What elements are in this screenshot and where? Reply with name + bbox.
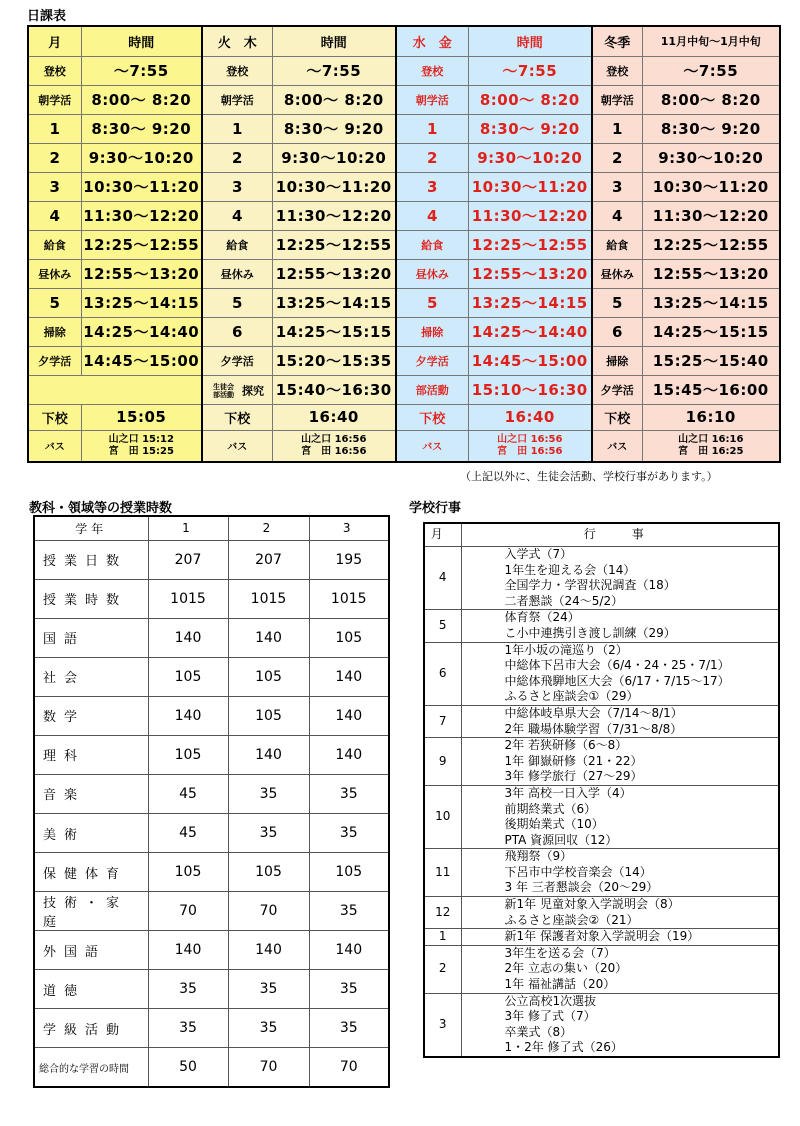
club-label-winter: 夕学活	[592, 375, 642, 404]
hours-value: 140	[309, 735, 389, 774]
hours-value: 35	[148, 970, 228, 1009]
event-item: 中総体飛騨地区大会（6/17・7/15～17）	[504, 673, 730, 688]
event-item: 二者懇談（24～5/2）	[504, 593, 624, 608]
period-label: 2	[202, 143, 272, 172]
event-item: 1年小坂の滝巡り（2）	[504, 642, 628, 657]
schedule-row	[28, 346, 780, 375]
period-label: 1	[396, 114, 468, 143]
event-item: 飛翔祭（9）	[504, 849, 573, 864]
period-label: 3	[202, 172, 272, 201]
hours-row	[34, 1048, 389, 1087]
period-time: 12:55～13:20	[81, 259, 202, 288]
period-time: 14:45～15:00	[468, 346, 592, 375]
event-list	[461, 642, 779, 705]
hours-value: 1015	[309, 579, 389, 618]
bus-times-wed-fri	[468, 430, 592, 462]
period-label: 掃除	[396, 317, 468, 346]
hours-header-cell: 学年	[34, 516, 148, 540]
hours-header-cell: 1	[148, 516, 228, 540]
period-label: 給食	[592, 230, 642, 259]
header-day-wed-fri: 水 金	[396, 26, 468, 56]
hours-value: 105	[228, 853, 309, 892]
subject-name: 外国語	[34, 931, 148, 970]
subject-name: 国語	[34, 618, 148, 657]
period-label: 登校	[28, 56, 81, 85]
leave-time-mon: 15:05	[81, 404, 202, 430]
period-label: 3	[592, 172, 642, 201]
bus-label: バス	[592, 430, 642, 462]
period-label: 1	[592, 114, 642, 143]
bus-yamanokuchi: 山之口 16:56	[301, 433, 367, 445]
period-label: 夕学活	[396, 346, 468, 375]
period-time: 8:30～ 9:20	[81, 114, 202, 143]
period-label: 4	[396, 201, 468, 230]
event-month: 9	[424, 738, 461, 786]
events-row	[424, 738, 779, 786]
hours-value: 45	[148, 774, 228, 813]
bus-label: バス	[396, 430, 468, 462]
period-label: 5	[202, 288, 272, 317]
hours-value: 35	[228, 813, 309, 852]
period-time: 10:30～11:20	[642, 172, 780, 201]
event-month: 11	[424, 849, 461, 897]
events-row	[424, 897, 779, 929]
event-item: ふるさと座談会②（21）	[504, 912, 639, 927]
period-label: 2	[396, 143, 468, 172]
events-row	[424, 547, 779, 610]
event-month: 3	[424, 993, 461, 1057]
period-time: 13:25～14:15	[81, 288, 202, 317]
leave-time-tue-thu: 16:40	[272, 404, 396, 430]
hours-value: 207	[148, 540, 228, 579]
hours-value: 140	[309, 931, 389, 970]
event-item: 1年 福祉講話（20）	[504, 977, 616, 992]
hours-value: 140	[309, 657, 389, 696]
hours-row	[34, 813, 389, 852]
subject-name: 社会	[34, 657, 148, 696]
hours-header-cell: 3	[309, 516, 389, 540]
period-label: 登校	[592, 56, 642, 85]
hours-row	[34, 892, 389, 931]
schedule-row	[28, 230, 780, 259]
hours-row	[34, 853, 389, 892]
event-item: 1年 御嶽研修（21・22）	[504, 753, 643, 768]
hours-value: 1015	[148, 579, 228, 618]
club-time-winter: 15:45～16:00	[642, 375, 780, 404]
hours-value: 105	[148, 853, 228, 892]
event-item: 3年 修了式（7）	[504, 1009, 596, 1024]
period-label: 給食	[202, 230, 272, 259]
period-label: 2	[592, 143, 642, 172]
hours-value: 45	[148, 813, 228, 852]
event-month: 4	[424, 547, 461, 610]
hours-row	[34, 579, 389, 618]
period-label: 5	[396, 288, 468, 317]
period-label: 給食	[28, 230, 81, 259]
subject-name: 理科	[34, 735, 148, 774]
hours-value: 105	[309, 618, 389, 657]
period-label: 給食	[396, 230, 468, 259]
period-time: 10:30～11:20	[272, 172, 396, 201]
hours-value: 70	[309, 1048, 389, 1087]
period-time: 15:20～15:35	[272, 346, 396, 375]
hours-value: 35	[228, 1009, 309, 1048]
hours-row	[34, 1009, 389, 1048]
event-item: 3年生を送る会（7）	[504, 945, 616, 960]
period-time: 9:30～10:20	[642, 143, 780, 172]
event-item: 後期始業式（10）	[504, 817, 604, 832]
bus-miyata: 宮 田 16:25	[678, 445, 744, 457]
period-time: 12:55～13:20	[272, 259, 396, 288]
schedule-row	[28, 172, 780, 201]
club-cell-mon	[28, 375, 202, 404]
events-header-row	[424, 523, 779, 547]
period-label: 朝学活	[592, 85, 642, 114]
period-label: 朝学活	[28, 85, 81, 114]
period-time: 8:30～ 9:20	[272, 114, 396, 143]
period-label: 6	[202, 317, 272, 346]
events-header-cell: 月	[424, 523, 461, 547]
hours-value: 207	[228, 540, 309, 579]
schedule-title: 日課表	[27, 9, 67, 24]
bus-times-winter	[642, 430, 780, 462]
leave-time-wed-fri: 16:40	[468, 404, 592, 430]
events-row	[424, 610, 779, 642]
period-label: 4	[592, 201, 642, 230]
events-title: 学校行事	[409, 501, 462, 516]
event-list	[461, 705, 779, 737]
period-label: 2	[28, 143, 81, 172]
student-council-club-label: 生徒会部活動	[212, 382, 234, 399]
period-time: 8:30～ 9:20	[468, 114, 592, 143]
hours-value: 140	[148, 931, 228, 970]
period-time: 10:30～11:20	[81, 172, 202, 201]
event-item: 中総体岐阜県大会（7/14～8/1）	[504, 705, 683, 720]
period-time: 14:25～14:40	[81, 317, 202, 346]
period-label: 5	[592, 288, 642, 317]
period-time: 9:30～10:20	[272, 143, 396, 172]
event-item: ふるさと座談会①（29）	[504, 689, 639, 704]
subject-name: 数学	[34, 696, 148, 735]
hours-value: 35	[309, 970, 389, 1009]
daily-schedule-table	[27, 25, 781, 463]
leave-label: 下校	[202, 404, 272, 430]
hours-value: 70	[228, 892, 309, 931]
event-month: 7	[424, 705, 461, 737]
hours-value: 50	[148, 1048, 228, 1087]
subject-name: 美術	[34, 813, 148, 852]
events-row	[424, 642, 779, 705]
event-item: 2年 職場体験学習（7/31～8/8）	[504, 721, 683, 736]
events-row	[424, 993, 779, 1057]
event-month: 1	[424, 929, 461, 946]
period-time: 12:25～12:55	[468, 230, 592, 259]
hours-value: 140	[148, 696, 228, 735]
event-item: 卒業式（8）	[504, 1024, 573, 1039]
hours-title: 教科・領域等の授業時数	[29, 501, 173, 516]
period-label: 夕学活	[202, 346, 272, 375]
leave-label: 下校	[28, 404, 81, 430]
hours-row	[34, 735, 389, 774]
period-label: 登校	[202, 56, 272, 85]
period-time: ～7:55	[272, 56, 396, 85]
event-month: 10	[424, 785, 461, 848]
events-row	[424, 929, 779, 946]
period-time: 8:30～ 9:20	[642, 114, 780, 143]
event-list	[461, 610, 779, 642]
event-list	[461, 849, 779, 897]
hours-value: 105	[228, 657, 309, 696]
schedule-row	[28, 85, 780, 114]
hours-value: 140	[228, 931, 309, 970]
schedule-row	[28, 317, 780, 346]
hours-row	[34, 657, 389, 696]
header-winter: 冬季	[592, 26, 642, 56]
bus-yamanokuchi: 山之口 16:56	[497, 433, 563, 445]
hours-value: 105	[228, 696, 309, 735]
period-time: ～7:55	[81, 56, 202, 85]
period-time: ～7:55	[642, 56, 780, 85]
leave-label: 下校	[592, 404, 642, 430]
hours-row	[34, 970, 389, 1009]
period-time: 8:00～ 8:20	[468, 85, 592, 114]
event-item: 2年 立志の集い（20）	[504, 961, 628, 976]
header-time: 時間	[468, 26, 592, 56]
period-label: 朝学活	[396, 85, 468, 114]
events-header-cell: 行 事	[461, 523, 779, 547]
events-row	[424, 705, 779, 737]
event-item: 3年 修学旅行（27～29）	[504, 769, 643, 784]
period-label: 昼休み	[28, 259, 81, 288]
subject-name: 保健体育	[34, 853, 148, 892]
period-time: 11:30～12:20	[272, 201, 396, 230]
period-time: 12:55～13:20	[468, 259, 592, 288]
period-label: 掃除	[592, 346, 642, 375]
hours-value: 140	[148, 618, 228, 657]
hours-row	[34, 696, 389, 735]
period-label: 1	[202, 114, 272, 143]
period-label: 昼休み	[396, 259, 468, 288]
event-item: 下呂市中学校音楽会（14）	[504, 864, 652, 879]
event-list	[461, 897, 779, 929]
period-time: 12:25～12:55	[642, 230, 780, 259]
hours-value: 105	[148, 657, 228, 696]
event-list	[461, 547, 779, 610]
period-time: 10:30～11:20	[468, 172, 592, 201]
event-item: 1年生を迎える会（14）	[504, 562, 636, 577]
event-list	[461, 945, 779, 993]
event-item: 全国学力・学習状況調査（18）	[504, 578, 676, 593]
period-label: 3	[396, 172, 468, 201]
hours-row	[34, 931, 389, 970]
period-time: 11:30～12:20	[642, 201, 780, 230]
event-item: 公立高校1次選抜	[504, 993, 597, 1008]
period-label: 夕学活	[28, 346, 81, 375]
header-day-mon: 月	[28, 26, 81, 56]
school-events-table	[423, 522, 780, 1058]
period-time: ～7:55	[468, 56, 592, 85]
leave-row	[28, 404, 780, 430]
subject-name: 学級活動	[34, 1009, 148, 1048]
hours-row	[34, 774, 389, 813]
subject-name: 総合的な学習の時間	[34, 1048, 148, 1087]
bus-times-mon	[81, 430, 202, 462]
bus-miyata: 宮 田 15:25	[108, 445, 174, 457]
club-label-wed-fri: 部活動	[396, 375, 468, 404]
club-time-wed-fri: 15:10～16:30	[468, 375, 592, 404]
period-label: 昼休み	[202, 259, 272, 288]
period-time: 9:30～10:20	[468, 143, 592, 172]
period-time: 9:30～10:20	[81, 143, 202, 172]
hours-value: 35	[228, 970, 309, 1009]
event-item: 体育祭（24）	[504, 610, 580, 625]
event-item: 3 年 三者懇談会（20～29）	[504, 880, 659, 895]
event-list	[461, 738, 779, 786]
bus-miyata: 宮 田 16:56	[301, 445, 367, 457]
hours-value: 70	[148, 892, 228, 931]
hours-value: 35	[309, 892, 389, 931]
hours-value: 35	[309, 1009, 389, 1048]
schedule-row	[28, 259, 780, 288]
period-label: 昼休み	[592, 259, 642, 288]
leave-label: 下校	[396, 404, 468, 430]
event-item: 1・2年 修了式（26）	[504, 1040, 623, 1055]
club-row	[28, 375, 780, 404]
period-time: 13:25～14:15	[468, 288, 592, 317]
bus-times-tue-thu	[272, 430, 396, 462]
event-item: 新1年 児童対象入学説明会（8）	[504, 897, 680, 912]
period-label: 5	[28, 288, 81, 317]
bus-yamanokuchi: 山之口 15:12	[108, 433, 174, 445]
period-time: 8:00～ 8:20	[81, 85, 202, 114]
events-row	[424, 945, 779, 993]
event-list	[461, 929, 779, 946]
period-label: 朝学活	[202, 85, 272, 114]
event-month: 12	[424, 897, 461, 929]
header-time: 時間	[272, 26, 396, 56]
event-list	[461, 993, 779, 1057]
schedule-note: （上記以外に、生徒会活動、学校行事があります。）	[460, 470, 718, 483]
period-time: 11:30～12:20	[468, 201, 592, 230]
hours-value: 70	[228, 1048, 309, 1087]
schedule-row	[28, 114, 780, 143]
bus-label: バス	[28, 430, 81, 462]
period-time: 12:55～13:20	[642, 259, 780, 288]
inquiry-label: 探究	[242, 384, 265, 398]
period-time: 12:25～12:55	[272, 230, 396, 259]
class-hours-table	[33, 515, 390, 1088]
event-item: 新1年 保護者対象入学説明会（19）	[504, 929, 700, 944]
header-time: 時間	[81, 26, 202, 56]
hours-value: 35	[309, 774, 389, 813]
schedule-row	[28, 56, 780, 85]
header-day-tue-thu: 火 木	[202, 26, 272, 56]
event-month: 2	[424, 945, 461, 993]
hours-value: 105	[309, 853, 389, 892]
period-time: 14:25～14:40	[468, 317, 592, 346]
period-label: 4	[28, 201, 81, 230]
period-time: 12:25～12:55	[81, 230, 202, 259]
hours-value: 140	[228, 618, 309, 657]
period-time: 13:25～14:15	[642, 288, 780, 317]
event-item: PTA 資源回収（12）	[504, 832, 618, 847]
bus-row	[28, 430, 780, 462]
subject-name: 音楽	[34, 774, 148, 813]
period-time: 14:25～15:15	[642, 317, 780, 346]
period-label: 掃除	[28, 317, 81, 346]
schedule-header-row	[28, 26, 780, 56]
hours-value: 140	[228, 735, 309, 774]
period-time: 13:25～14:15	[272, 288, 396, 317]
hours-row	[34, 540, 389, 579]
hours-value: 195	[309, 540, 389, 579]
event-list	[461, 785, 779, 848]
subject-name: 授業時数	[34, 579, 148, 618]
period-time: 8:00～ 8:20	[272, 85, 396, 114]
hours-value: 140	[309, 696, 389, 735]
club-time-tue-thu: 15:40～16:30	[272, 375, 396, 404]
period-label: 4	[202, 201, 272, 230]
events-row	[424, 785, 779, 848]
event-item: 3年 高校一日入学（4）	[504, 785, 632, 800]
bus-label: バス	[202, 430, 272, 462]
period-label: 1	[28, 114, 81, 143]
period-time: 8:00～ 8:20	[642, 85, 780, 114]
header-winter-period: 11月中旬～1月中旬	[642, 26, 780, 56]
period-label: 3	[28, 172, 81, 201]
event-item: こ小中連携引き渡し訓練（29）	[504, 625, 676, 640]
hours-value: 105	[148, 735, 228, 774]
period-time: 11:30～12:20	[81, 201, 202, 230]
schedule-row	[28, 288, 780, 317]
period-label: 6	[592, 317, 642, 346]
event-item: 前期終業式（6）	[504, 801, 597, 816]
hours-header-row	[34, 516, 389, 540]
subject-name: 技術・家庭	[34, 892, 148, 931]
event-month: 5	[424, 610, 461, 642]
bus-miyata: 宮 田 16:56	[497, 445, 563, 457]
subject-name: 授業日数	[34, 540, 148, 579]
schedule-row	[28, 143, 780, 172]
leave-time-winter: 16:10	[642, 404, 780, 430]
hours-value: 35	[228, 774, 309, 813]
schedule-row	[28, 201, 780, 230]
hours-value: 35	[309, 813, 389, 852]
event-item: 入学式（7）	[504, 547, 573, 561]
period-time: 14:25～15:15	[272, 317, 396, 346]
events-row	[424, 849, 779, 897]
period-time: 14:45～15:00	[81, 346, 202, 375]
event-item: 2年 若狭研修（6～8）	[504, 738, 628, 753]
period-time: 15:25～15:40	[642, 346, 780, 375]
hours-row	[34, 618, 389, 657]
club-label-tue-thu	[202, 375, 272, 404]
event-month: 6	[424, 642, 461, 705]
event-item: 中総体下呂市大会（6/4・24・25・7/1）	[504, 658, 730, 673]
period-label: 登校	[396, 56, 468, 85]
subject-name: 道徳	[34, 970, 148, 1009]
hours-value: 35	[148, 1009, 228, 1048]
hours-header-cell: 2	[228, 516, 309, 540]
hours-value: 1015	[228, 579, 309, 618]
bus-yamanokuchi: 山之口 16:16	[678, 433, 744, 445]
